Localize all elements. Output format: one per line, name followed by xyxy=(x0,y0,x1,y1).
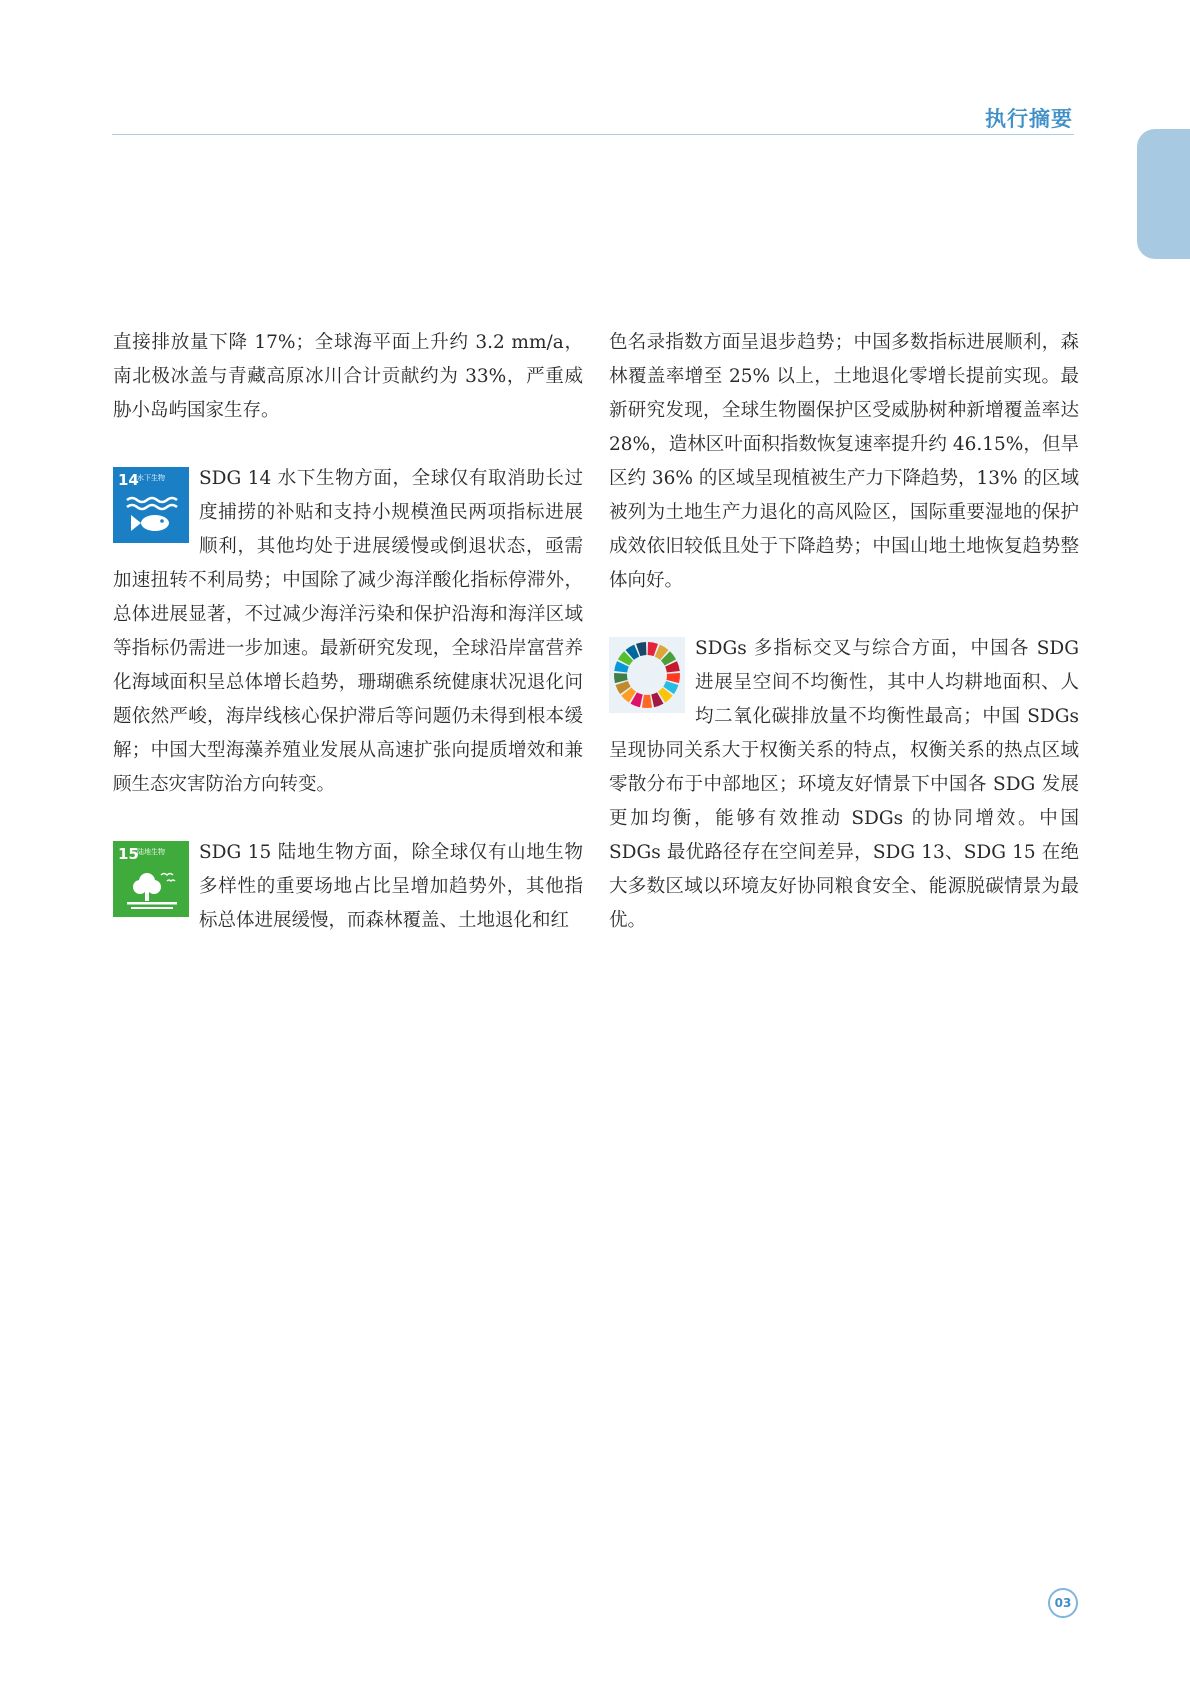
wheel-segment xyxy=(666,673,680,683)
header-divider xyxy=(112,134,1074,135)
sdg-wheel-icon xyxy=(609,637,685,713)
wheel-segment xyxy=(614,673,628,683)
sdg15-label: 陆地生物 xyxy=(137,848,165,856)
sdg14-life-below-water-icon xyxy=(113,467,189,543)
sdgs-paragraph: SDGs 多指标交叉与综合方面，中国各 SDG 进展呈空间不均衡性，其中人均耕地面积、人均二氧化碳排放量不均衡性最高；中国 SDGs 呈现协同关系大于权衡关系的特点，权衡关系的热点区域零散分布于中部地区；环境友好情景下中国各 SDG 发展更加均衡，能够有效推动 SDGs 的协同增效。中国 SDGs 最优路径存在空间差异，SDG 13、SDG 15 在绝大多数区域以环境友好协同粮食安全、能源脱碳情景为最优。 xyxy=(609,638,1079,931)
sdg14-number: 14 xyxy=(118,471,139,489)
section-title: 执行摘要 xyxy=(985,107,1073,131)
sdgs-block xyxy=(609,632,1079,938)
fish-icon xyxy=(113,467,189,543)
sdg14-label: 水下生物 xyxy=(137,474,165,482)
paragraph-climate: 直接排放量下降 17%；全球海平面上升约 3.2 mm/a，南北极冰盖与青藏高原冰川合计贡献约为 33%，严重威胁小岛屿国家生存。 xyxy=(113,332,583,421)
sdg15-life-on-land-icon xyxy=(113,841,189,917)
sdg14-paragraph: SDG 14 水下生物方面，全球仅有取消助长过度捕捞的补贴和支持小规模渔民两项指标进展顺利，其他均处于进展缓慢或倒退状态，亟需加速扭转不利局势；中国除了减少海洋酸化指标停滞外，总体进展显著，不过减少海洋污染和保护沿海和海洋区域等指标仍需进一步加速。最新研究发现，全球沿岸富营养化海域面积呈总体增长趋势，珊瑚礁系统健康状况退化问题依然严峻，海岸线核心保护滞后等问题仍未得到根本缓解；中国大型海藻养殖业发展从高速扩张向提质增效和兼顾生态灾害防治方向转变。 xyxy=(113,468,583,795)
paragraph-land-biodiversity: 色名录指数方面呈退步趋势；中国多数指标进展顺利，森林覆盖率增至 25% 以上，土地退化零增长提前实现。最新研究发现，全球生物圈保护区受威胁树种新增覆盖率达 28%，造林区叶面积指数恢复速率提升约 46.15%，但旱区约 36% 的区域呈现植被生产力下降趋势，13% 的区域被列为土地生产力退化的高风险区，国际重要湿地的保护成效依旧较低且处于下降趋势；中国山地土地恢复趋势整体向好。 xyxy=(609,332,1079,591)
sdg14-block xyxy=(113,462,583,802)
wheel-segment xyxy=(642,695,652,708)
sdg-color-wheel-icon xyxy=(609,637,685,713)
tree-icon xyxy=(113,841,189,917)
side-tab xyxy=(1137,129,1190,259)
right-column xyxy=(609,326,1079,938)
sdg15-number: 15 xyxy=(118,845,139,863)
page-number: 03 xyxy=(1048,1588,1078,1618)
sdg15-paragraph: SDG 15 陆地生物方面，除全球仅有山地生物多样性的重要场地占比呈增加趋势外，其他指标总体进展缓慢，而森林覆盖、土地退化和红 xyxy=(199,842,583,931)
sdg15-block xyxy=(113,836,583,938)
left-column xyxy=(113,326,583,938)
